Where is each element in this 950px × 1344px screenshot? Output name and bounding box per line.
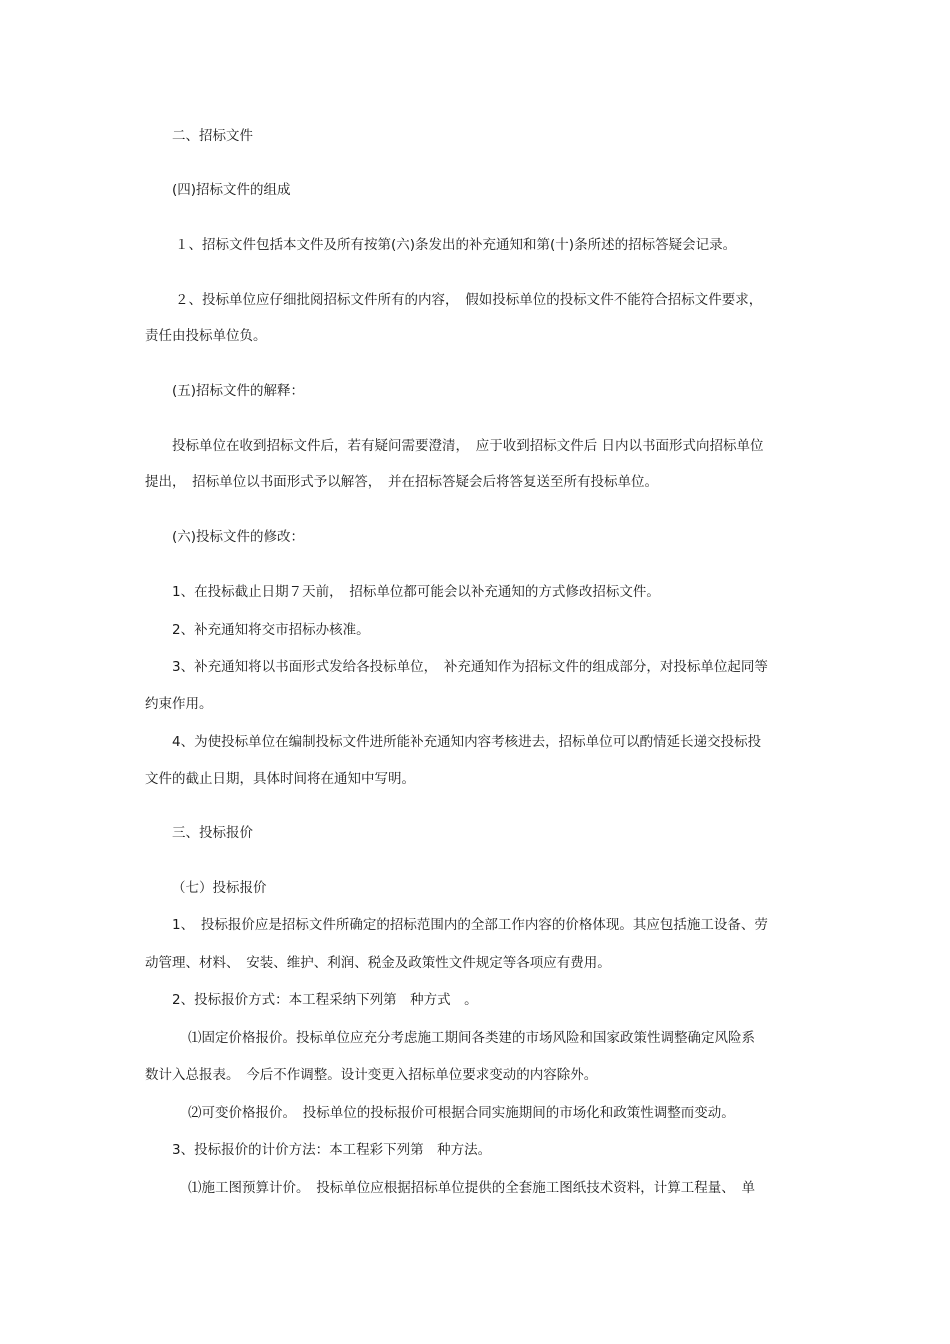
subsection-heading: (六)投标文件的修改：	[172, 529, 305, 545]
paragraph-line: 责任由投标单位负。	[145, 328, 267, 344]
paragraph-line: 投标单位在收到招标文件后，若有疑问需要澄清， 应于收到招标文件后 日内以书面形式向招标单位	[172, 438, 764, 454]
paragraph-line: 数计入总报表。 今后不作调整。设计变更入招标单位要求变动的内容除外。	[145, 1067, 598, 1083]
paragraph-line: 3、补充通知将以书面形式发给各投标单位， 补充通知作为招标文件的组成部分，对投标单位起同等	[172, 659, 768, 675]
paragraph-line: 4、为使投标单位在编制投标文件进所能补充通知内容考核进去，招标单位可以酌情延长递交投标投	[172, 734, 762, 750]
paragraph-line: ⑵可变价格报价。 投标单位的投标报价可根据合同实施期间的市场化和政策性调整而变动。	[188, 1105, 735, 1121]
paragraph-line: 动管理、材料、 安装、维护、利润、税金及政策性文件规定等各项应有费用。	[145, 955, 611, 971]
paragraph-line: 2、补充通知将交市招标办核准。	[172, 622, 370, 638]
section-heading: 三、投标报价	[172, 825, 253, 841]
section-heading: 二、招标文件	[172, 128, 253, 144]
paragraph-line: ⑴固定价格报价。投标单位应充分考虑施工期间各类建的市场风险和国家政策性调整确定风险系	[188, 1030, 755, 1046]
paragraph-line: 提出， 招标单位以书面形式予以解答， 并在招标答疑会后将答复送至所有投标单位。	[145, 474, 658, 490]
paragraph-line: ２、投标单位应仔细批阅招标文件所有的内容， 假如投标单位的投标文件不能符合招标文件要求，	[175, 292, 763, 308]
paragraph-line: 3、投标报价的计价方法：本工程彩下列第 种方法。	[172, 1142, 492, 1158]
subsection-heading: (五)招标文件的解释：	[172, 383, 305, 399]
subsection-heading: (四)招标文件的组成	[172, 182, 291, 198]
paragraph-line: 约束作用。	[145, 696, 213, 712]
paragraph-line: １、招标文件包括本文件及所有按第(六)条发出的补充通知和第(十)条所述的招标答疑会记录。	[175, 237, 737, 253]
paragraph-line: 1、在投标截止日期７天前， 招标单位都可能会以补充通知的方式修改招标文件。	[172, 584, 660, 600]
paragraph-line: 1、 投标报价应是招标文件所确定的招标范围内的全部工作内容的价格体现。其应包括施工设备、劳	[172, 917, 768, 933]
paragraph-line: 2、投标报价方式：本工程采纳下列第 种方式 。	[172, 992, 478, 1008]
paragraph-line: ⑴施工图预算计价。 投标单位应根据招标单位提供的全套施工图纸技术资料，计算工程量、 单	[188, 1180, 755, 1196]
paragraph-line: 文件的截止日期，具体时间将在通知中写明。	[145, 771, 415, 787]
subsection-heading: （七）投标报价	[172, 880, 267, 896]
